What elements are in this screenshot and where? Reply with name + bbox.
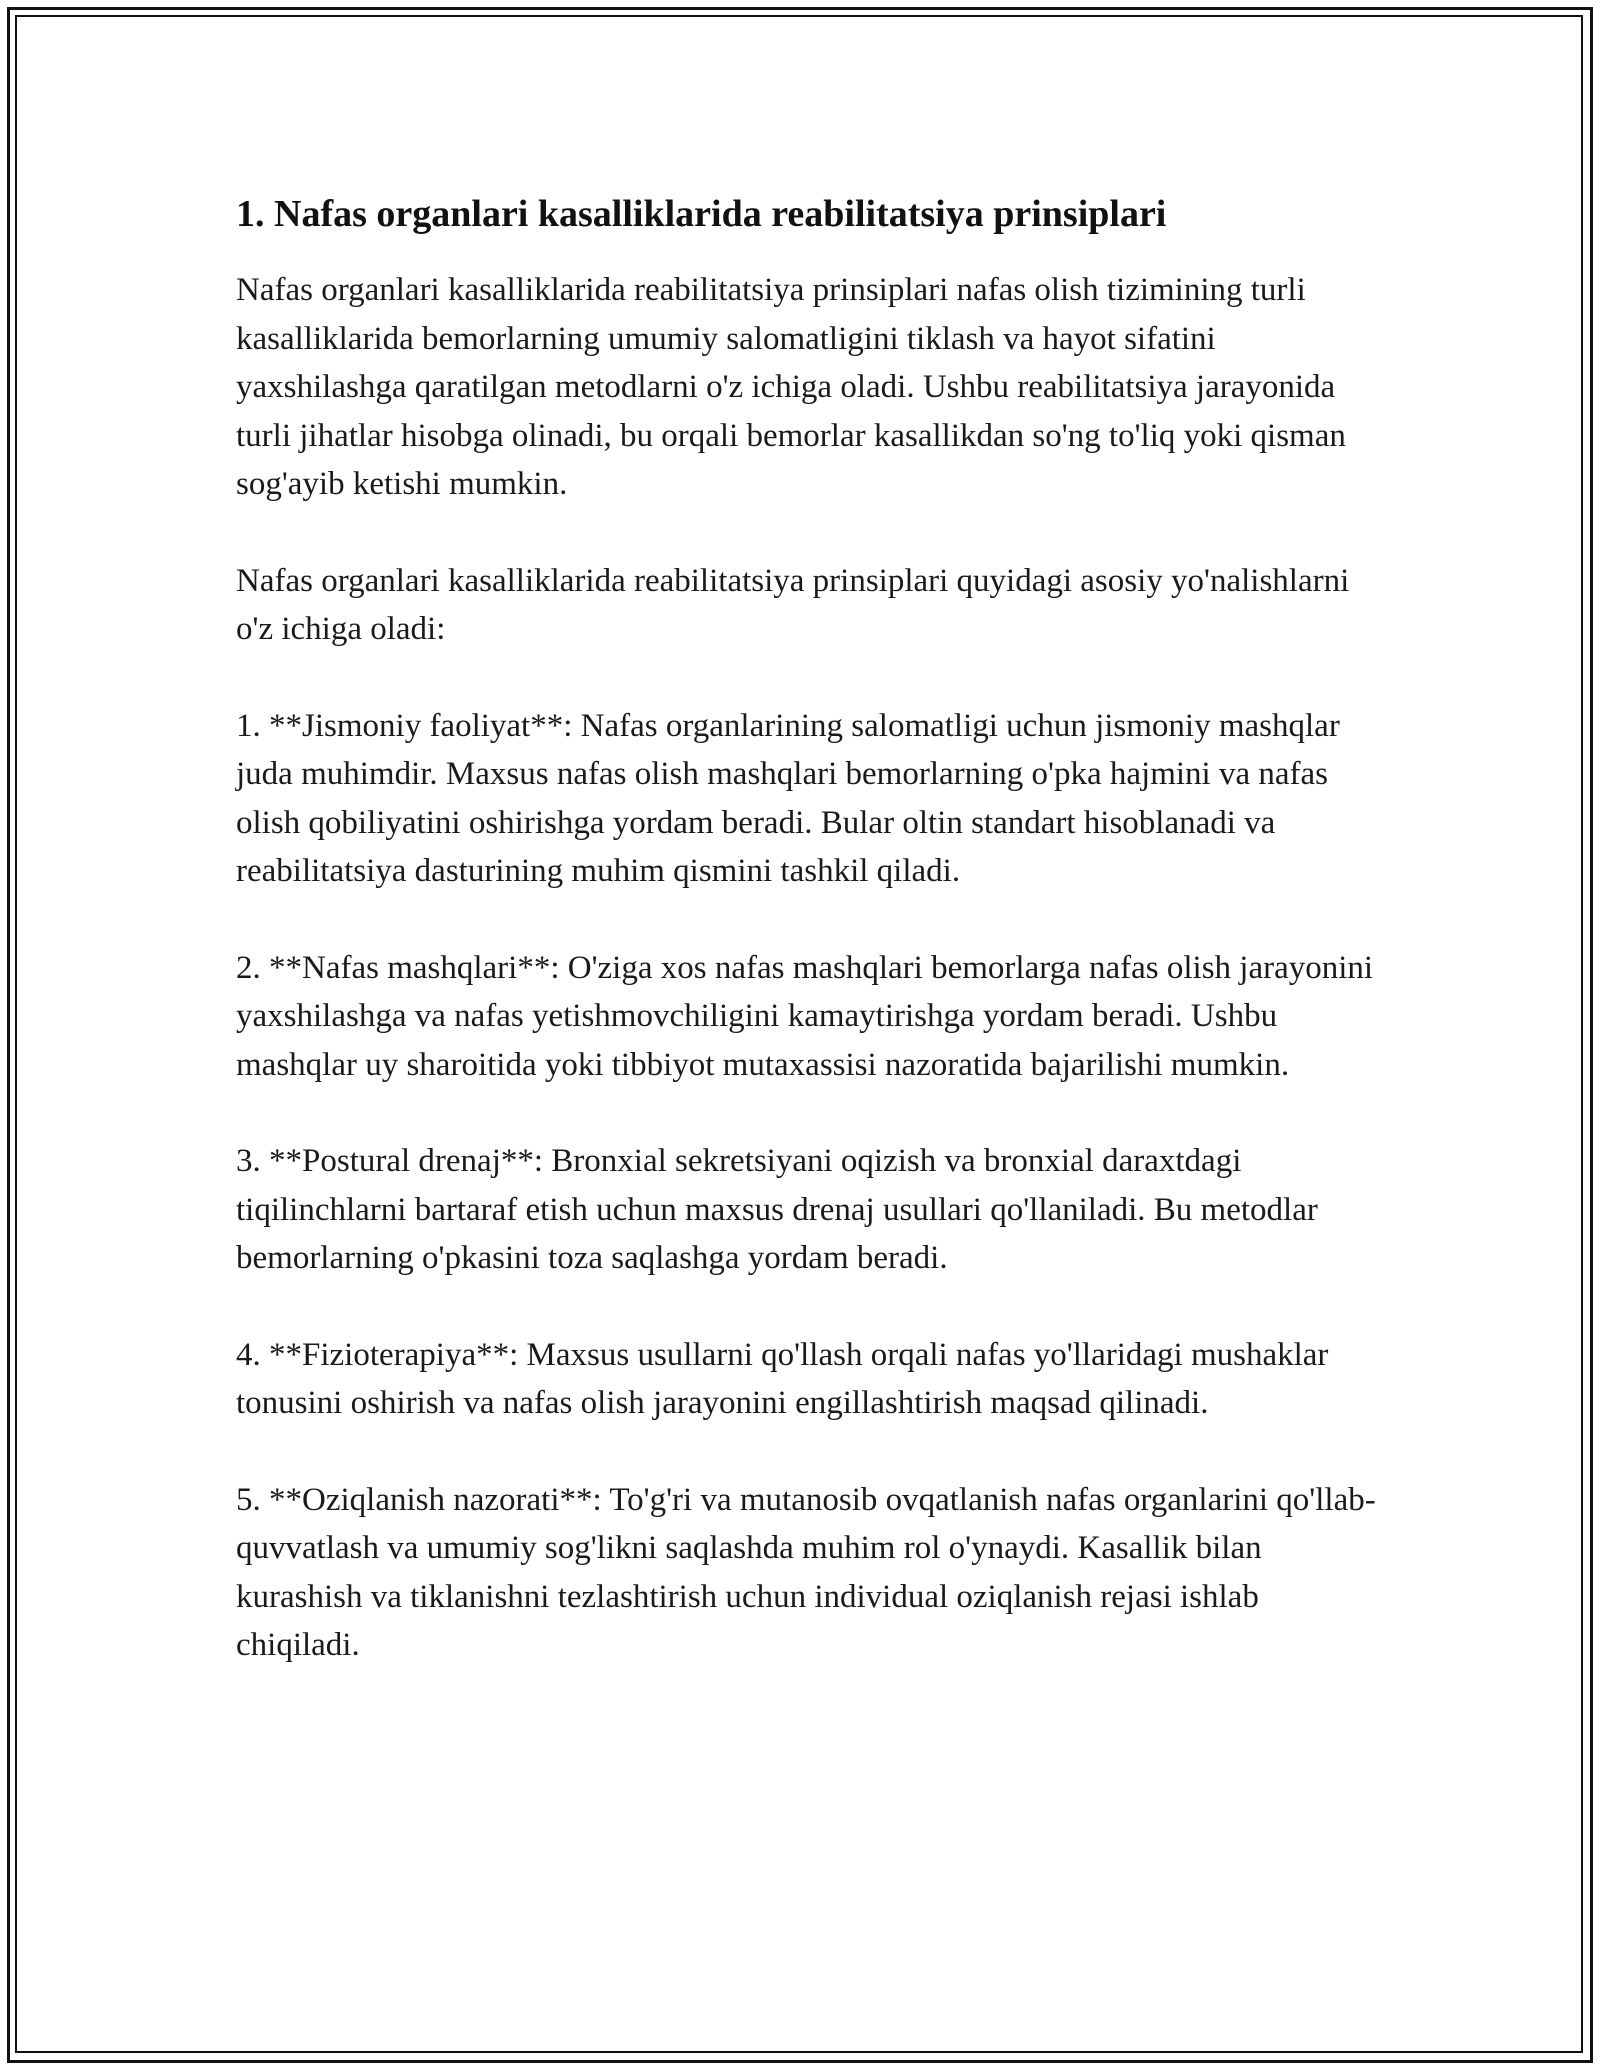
list-item: 1. **Jismoniy faoliyat**: Nafas organlarining salomatligi uchun jismoniy mashqlar juda muhimdir. Maxsus nafas olish mashqlari bemorlarning o'pka hajmini va nafas olish qobiliyatini oshirishga yordam beradi. Bular oltin standart hisoblanadi va reabilitatsiya dasturining muhim qismini tashkil qiladi. (236, 707, 1340, 889)
list-item: 3. **Postural drenaj**: Bronxial sekretsiyani oqizish va bronxial daraxtdagi tiqilinchlarni bartaraf etish uchun maxsus drenaj usullari qo'llaniladi. Bu metodlar bemorlarning o'pkasini toza saqlashga yordam beradi. (236, 1143, 1318, 1276)
list-item: 5. **Oziqlanish nazorati**: To'g'ri va mutanosib ovqatlanish nafas organlarini qo'llab-quvvatlash va umumiy sog'likni saqlashda muhim rol o'ynaydi. Kasallik bilan kurashish va tiklanishni tezlashtirish uchun individual oziqlanish rejasi ishlab chiqiladi. (236, 1481, 1376, 1663)
lead-in-paragraph: Nafas organlari kasalliklarida reabilitatsiya prinsiplari quyidagi asosiy yo'nalishlarni o'z ichiga oladi: (236, 562, 1350, 647)
list-item: 4. **Fizioterapiya**: Maxsus usullarni qo'llash orqali nafas yo'llaridagi mushaklar tonusini oshirish va nafas olish jarayonini engillashtirish maqsad qilinadi. (236, 1336, 1329, 1421)
section-heading: 1. Nafas organlari kasalliklarida reabilitatsiya prinsiplari (236, 193, 1167, 235)
intro-paragraph: Nafas organlari kasalliklarida reabilitatsiya prinsiplari nafas olish tizimining turli kasalliklarida bemorlarning umumiy salomatligini tiklash va hayot sifatini yaxshilashga qaratilgan metodlarni o'z ichiga oladi. Ushbu reabilitatsiya jarayonida turli jihatlar hisobga olinadi, bu orqali bemorlar kasallikdan so'ng to'liq yoki qisman sog'ayib ketishi mumkin. (236, 272, 1346, 502)
list-item: 2. **Nafas mashqlari**: O'ziga xos nafas mashqlari bemorlarga nafas olish jarayonini yaxshilashga va nafas yetishmovchiligini kamaytirishga yordam beradi. Ushbu mashqlar uy sharoitida yoki tibbiyot mutaxassisi nazoratida bajarilishi mumkin. (236, 949, 1374, 1083)
document-body (236, 186, 1386, 1670)
